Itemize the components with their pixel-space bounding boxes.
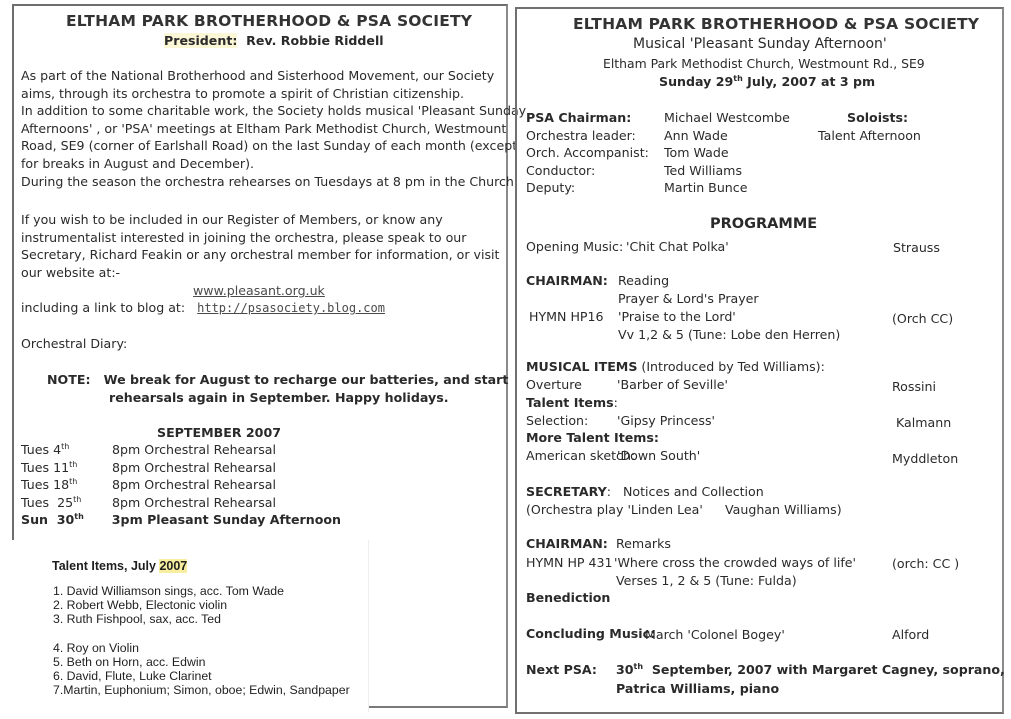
- diary-event: 8pm Orchestral Rehearsal: [112, 477, 276, 493]
- selection-label: Selection:: [526, 413, 589, 428]
- secretary-music: (Orchestra play 'Linden Lea': [526, 502, 703, 517]
- benediction: Benediction: [526, 590, 611, 605]
- note-line-2: rehearsals again in September. Happy holidays.: [109, 390, 449, 405]
- event-subtitle: Musical 'Pleasant Sunday Afternoon': [633, 36, 887, 52]
- event-date: Sunday 29th July, 2007 at 3 pm: [659, 74, 876, 89]
- president-label: President:: [164, 33, 238, 48]
- next-psa-line-1: 30th September, 2007 with Margaret Cagney, soprano,: [616, 662, 1005, 677]
- talent-items-title: Talent Items, July 2007: [52, 559, 188, 573]
- right-page-title: ELTHAM PARK BROTHERHOOD & PSA SOCIETY: [573, 15, 980, 33]
- concluding-piece: March 'Colonel Bogey': [645, 627, 785, 642]
- officer-name: Ann Wade: [664, 127, 728, 143]
- diary-row: [21, 494, 341, 512]
- hymn-2-verses: Verses 1, 2 & 5 (Tune: Fulda): [616, 573, 797, 588]
- chairman-item: Reading: [618, 273, 670, 288]
- programme-heading: PROGRAMME: [710, 216, 818, 232]
- sketch-composer: Myddleton: [892, 451, 959, 466]
- secretary-line: SECRETARY: Notices and Collection: [526, 484, 764, 499]
- diary-event: 8pm Orchestral Rehearsal: [112, 494, 276, 510]
- diary-row: [21, 476, 341, 494]
- diary-day: Sun 30th: [21, 512, 84, 528]
- register-line: our website at:-: [21, 264, 121, 280]
- diary-day: Tues 25th: [21, 494, 82, 510]
- talent-item: 4. Roy on Violin: [53, 641, 139, 655]
- officer-row: [526, 162, 790, 180]
- concluding-label: Concluding Music:: [526, 626, 656, 641]
- talent-item: 2. Robert Webb, Electonic violin: [53, 598, 228, 612]
- intro-paragraph: [21, 67, 526, 190]
- selection-composer: Kalmann: [896, 415, 952, 430]
- concluding-composer: Alford: [892, 627, 930, 642]
- hymn-1-title: 'Praise to the Lord': [618, 309, 736, 324]
- blog-link[interactable]: http://psasociety.blog.com: [197, 301, 385, 315]
- president-line: [164, 32, 384, 50]
- venue: Eltham Park Methodist Church, Westmount Rd., SE9: [603, 56, 925, 71]
- officer-role: Orchestra leader:: [526, 127, 636, 143]
- next-psa-label: Next PSA:: [526, 662, 597, 677]
- hymn-2-title: 'Where cross the crowded ways of life': [614, 555, 857, 570]
- diary-row-highlight: [21, 511, 341, 529]
- intro-line: Road, SE9 (corner of Earlshall Road) on the last Sunday of each month (except: [21, 138, 518, 154]
- hymn-1-note: (Orch CC): [892, 311, 954, 326]
- officer-row: [526, 179, 790, 197]
- officer-name: Martin Bunce: [664, 180, 748, 196]
- intro-line: for breaks in August and December).: [21, 155, 255, 171]
- officer-name: Michael Westcombe: [664, 110, 790, 125]
- officer-name: Tom Wade: [664, 145, 729, 161]
- chairman-item: Prayer & Lord's Prayer: [618, 291, 759, 306]
- opening-composer: Strauss: [893, 240, 940, 255]
- sketch-label: American sketch:: [526, 448, 636, 463]
- diary-day: Tues 4th: [21, 442, 70, 457]
- overture-label: Overture: [526, 377, 582, 392]
- officer-name: Ted Williams: [664, 162, 743, 178]
- intro-line: Afternoons' , or 'PSA' meetings at Eltham Park Methodist Church, Westmount: [21, 120, 507, 136]
- website-link[interactable]: www.pleasant.org.uk: [193, 283, 325, 298]
- intro-line: In addition to some charitable work, the Society holds musical 'Pleasant Sunday: [21, 103, 527, 119]
- register-line: instrumentalist interested in joining the orchestra, please speak to our: [21, 229, 467, 245]
- intro-line: During the season the orchestra rehearses on Tuesdays at 8 pm in the Church.: [21, 173, 518, 189]
- blog-line: [21, 299, 385, 318]
- hymn-2-note: (orch: CC ): [892, 556, 960, 571]
- talent-item: 5. Beth on Horn, acc. Edwin: [53, 655, 206, 669]
- more-talent-heading: More Talent Items:: [526, 430, 659, 445]
- opening-piece: 'Chit Chat Polka': [626, 239, 729, 254]
- talent-item: 6. David, Flute, Luke Clarinet: [53, 669, 212, 683]
- chairman-2-label: CHAIRMAN:: [526, 536, 608, 551]
- opening-label: Opening Music:: [526, 239, 624, 254]
- register-paragraph: [21, 211, 499, 281]
- register-line: If you wish to be included in our Register of Members, or know any: [21, 212, 443, 227]
- diary-label: Orchestral Diary:: [21, 336, 128, 351]
- officer-row: [526, 144, 790, 162]
- overture-composer: Rossini: [892, 379, 936, 394]
- overture-piece: 'Barber of Seville': [617, 377, 728, 392]
- talent-item: 1. David Williamson sings, acc. Tom Wade: [53, 584, 284, 598]
- note-text: We break for August to recharge our batteries, and start: [103, 372, 509, 387]
- talent-item: 3. Ruth Fishpool, sax, acc. Ted: [53, 612, 221, 626]
- diary-month-heading: SEPTEMBER 2007: [157, 425, 281, 440]
- soloists-label: Soloists:: [847, 110, 909, 125]
- diary-event: 8pm Orchestral Rehearsal: [112, 442, 276, 457]
- intro-line: As part of the National Brotherhood and Sisterhood Movement, our Society: [21, 68, 495, 83]
- officer-role: Conductor:: [526, 162, 596, 178]
- hymn-1-verses: Vv 1,2 & 5 (Tune: Lobe den Herren): [618, 327, 841, 342]
- soloists-value: Talent Afternoon: [818, 128, 921, 143]
- president-name: Rev. Robbie Riddell: [246, 33, 384, 48]
- hymn-2-label: HYMN HP 431: [526, 555, 613, 570]
- note-line-1: [47, 371, 508, 389]
- blog-label: including a link to blog at:: [21, 300, 186, 315]
- talent-items-heading: Talent Items:: [526, 395, 618, 410]
- officers-list: [526, 109, 790, 197]
- diary-row: [21, 441, 341, 459]
- diary-list: [21, 441, 341, 529]
- selection-piece: 'Gipsy Princess': [617, 413, 716, 428]
- hymn-1-label: HYMN HP16: [529, 309, 604, 324]
- diary-day: Tues 18th: [21, 477, 78, 493]
- talent-items-block: [10, 540, 369, 712]
- chairman-2-item: Remarks: [616, 536, 671, 551]
- officer-row: [526, 127, 790, 145]
- talent-item: 7.Martin, Euphonium; Simon, oboe; Edwin, Sandpaper: [53, 683, 350, 697]
- register-line: Secretary, Richard Feakin or any orchestral member for information, or visit: [21, 247, 500, 263]
- diary-event: 8pm Orchestral Rehearsal: [112, 459, 276, 475]
- left-page-title: ELTHAM PARK BROTHERHOOD & PSA SOCIETY: [66, 12, 473, 30]
- officer-role: Deputy:: [526, 180, 576, 196]
- officer-row: [526, 109, 790, 127]
- next-psa-line-2: Patrica Williams, piano: [616, 681, 780, 696]
- officer-role: PSA Chairman:: [526, 110, 632, 125]
- diary-day: Tues 11th: [21, 459, 78, 475]
- diary-event: 3pm Pleasant Sunday Afternoon: [111, 512, 341, 528]
- sketch-piece: 'Down South': [617, 448, 701, 463]
- intro-line: aims, through its orchestra to promote a spirit of Christian citizenship.: [21, 85, 465, 101]
- secretary-composer: Vaughan Williams): [725, 502, 842, 517]
- note-label: NOTE:: [47, 372, 91, 387]
- musical-items-heading: MUSICAL ITEMS (Introduced by Ted Williams):: [526, 359, 825, 374]
- officer-role: Orch. Accompanist:: [526, 145, 649, 161]
- chairman-label: CHAIRMAN:: [526, 273, 608, 288]
- diary-row: [21, 459, 341, 477]
